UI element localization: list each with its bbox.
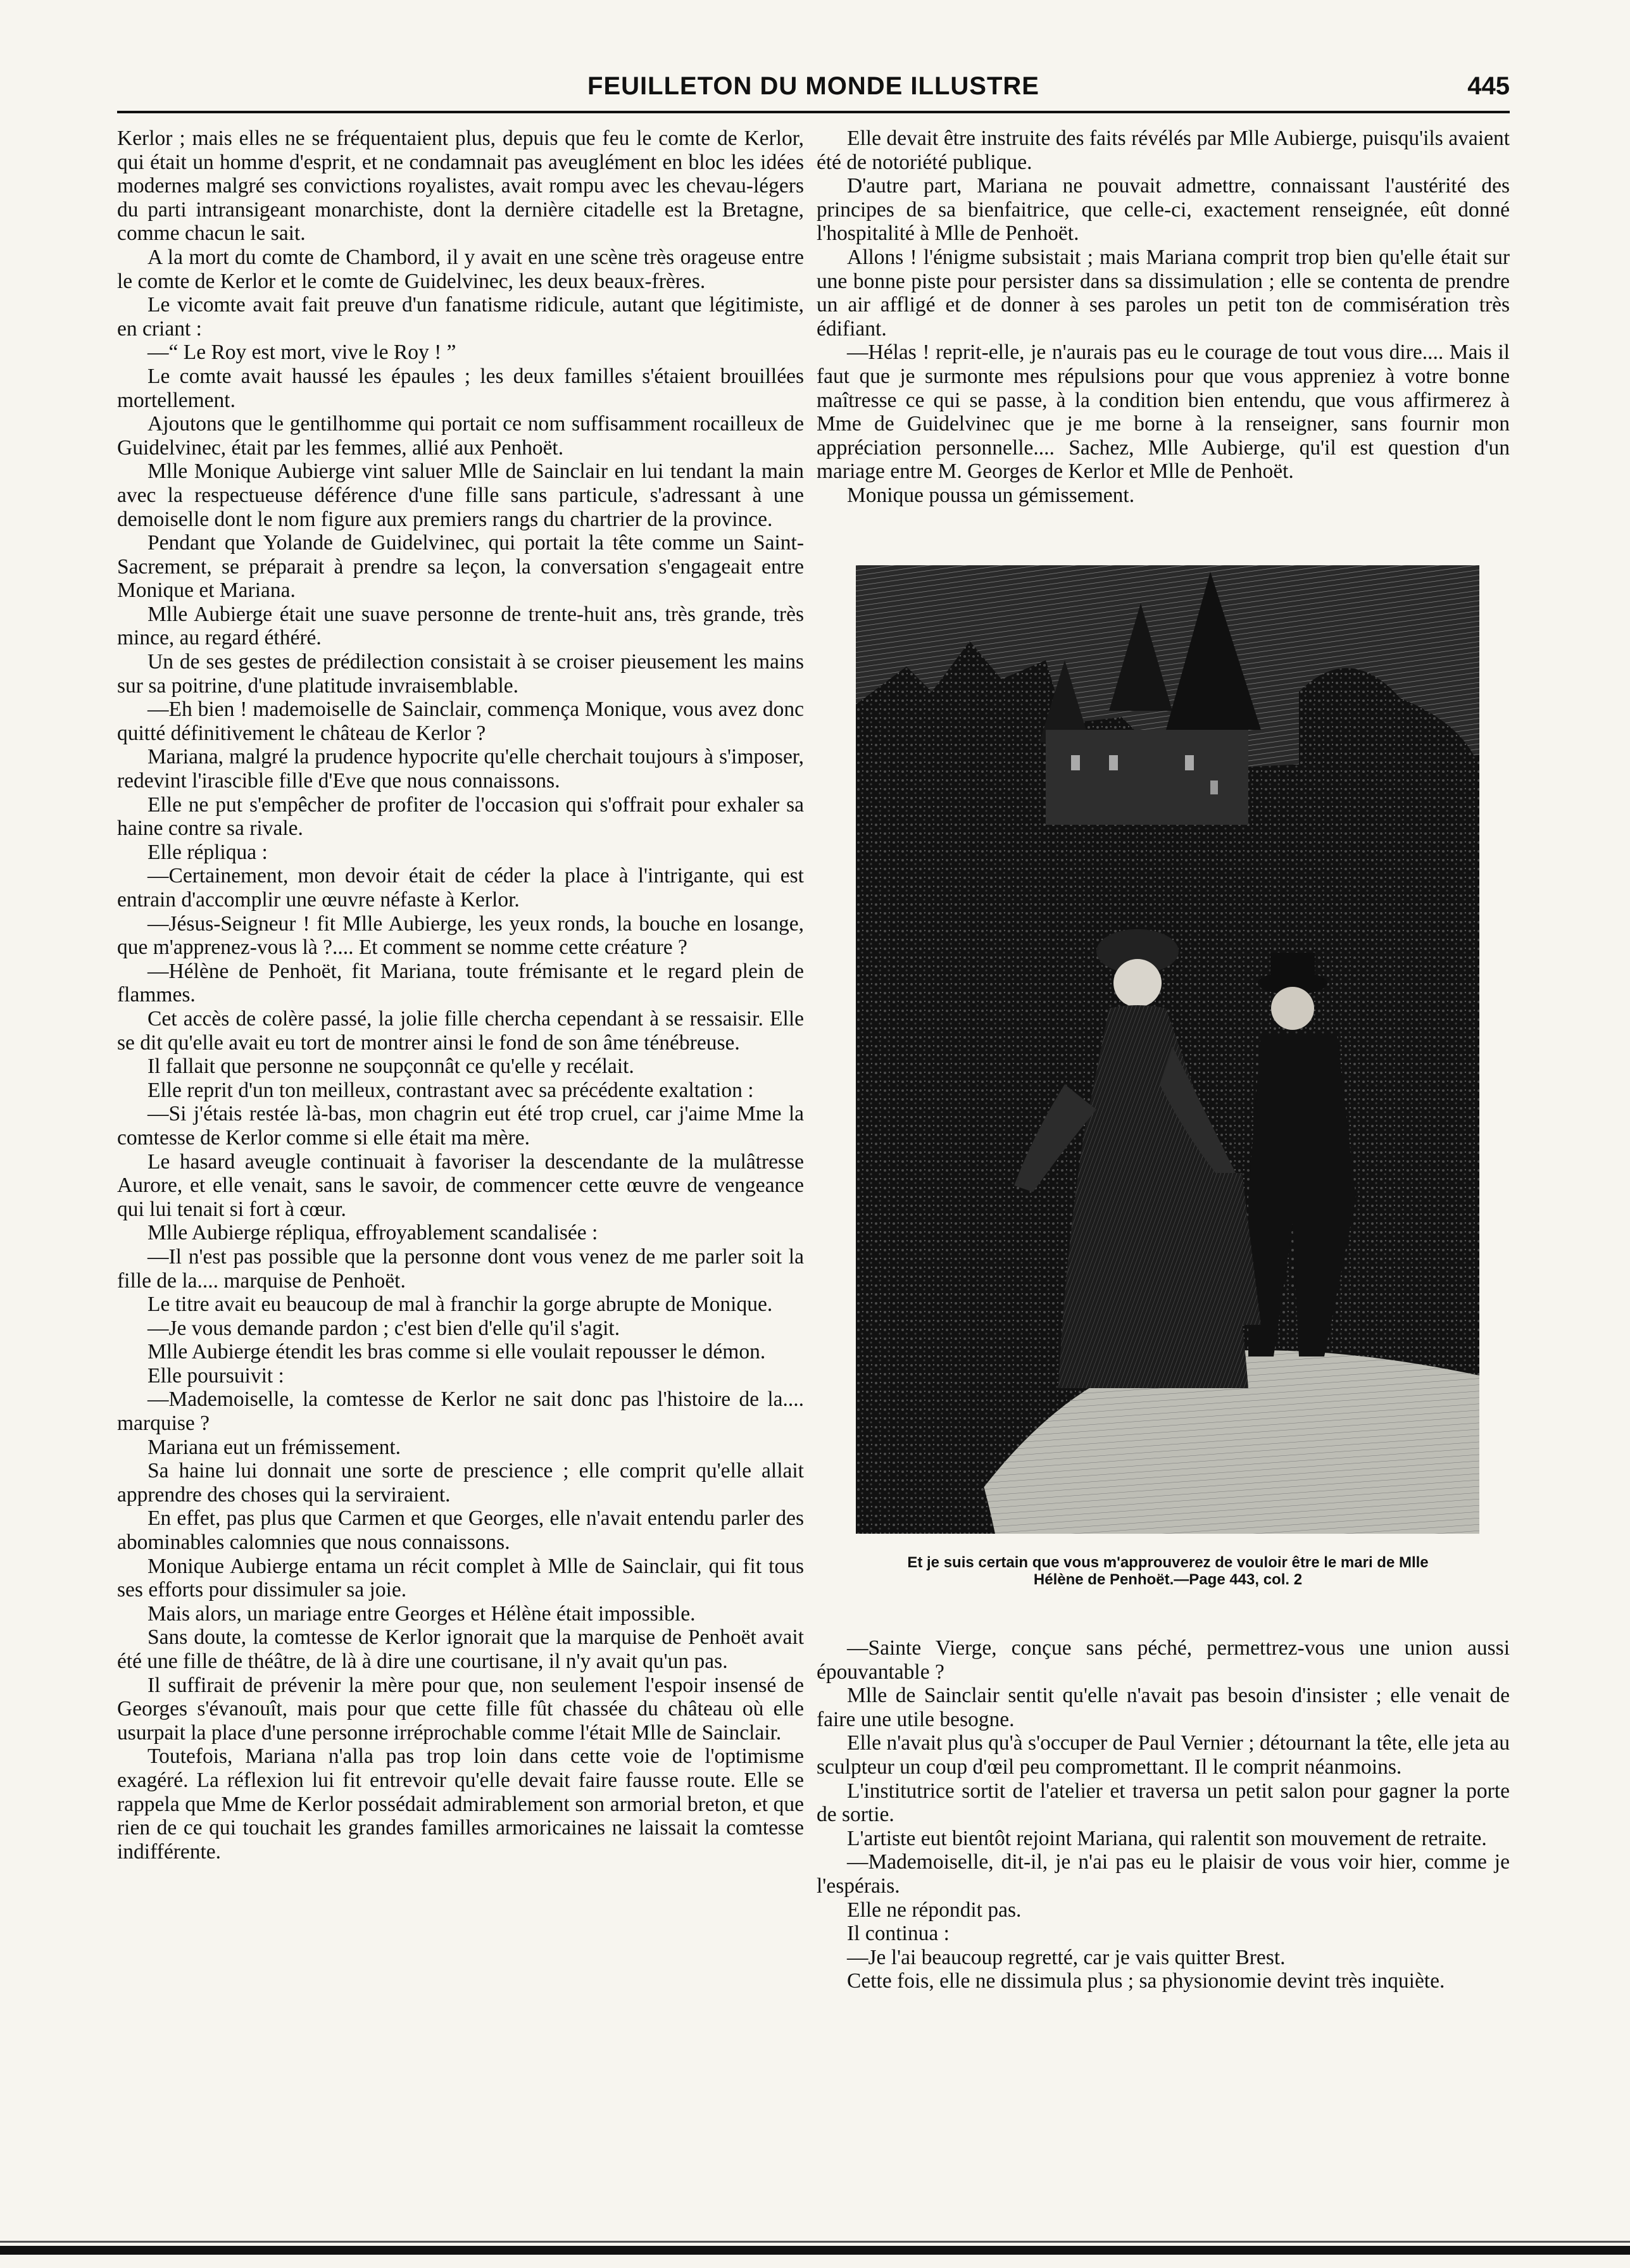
- paragraph: Elle devait être instruite des faits révélés par Mlle Aubierge, puisqu'ils avaient été de notoriété publique.: [817, 127, 1510, 174]
- paragraph: —Je vous demande pardon ; c'est bien d'elle qu'il s'agit.: [147, 1316, 620, 1340]
- paragraph: Mlle Aubierge était une suave personne de trente-huit ans, très grande, très mince, au regard éthéré.: [117, 602, 804, 650]
- paragraph: L'institutrice sortit de l'atelier et traversa un petit salon pour gagner la porte de sortie.: [817, 1779, 1510, 1827]
- paragraph: Il fallait que personne ne soupçonnât ce qu'elle y recélait.: [147, 1055, 634, 1079]
- paragraph: Mariana, malgré la prudence hypocrite qu'elle cherchait toujours à s'imposer, redevint l'irascible fille d'Eve que nous connaissons.: [117, 745, 804, 793]
- paragraph: Toutefois, Mariana n'alla pas trop loin dans cette voie de l'optimisme exagéré. La réflexion lui fit entrevoir qu'elle devait faire fausse route. Elle se rappela que Mme de Kerlor possédait admirablement son armorial breton, et que rien de ce qui touchait les grandes familles armoricaines ne laissait la comtesse indifférente.: [117, 1745, 804, 1864]
- paragraph: Le vicomte avait fait preuve d'un fanatisme ridicule, autant que légitimiste, en criant :: [117, 293, 804, 341]
- paragraph: Le comte avait haussé les épaules ; les deux familles s'étaient brouillées mortellement.: [117, 364, 804, 412]
- paragraph: Elle ne put s'empêcher de profiter de l'occasion qui s'offrait pour exhaler sa haine contre sa rivale.: [117, 793, 804, 841]
- paragraph: Sa haine lui donnait une sorte de prescience ; elle comprit qu'elle allait apprendre des choses qui la serviraient.: [117, 1459, 804, 1507]
- paragraph: —Mademoiselle, dit-il, je n'ai pas eu le plaisir de vous voir hier, comme je l'espérais.: [817, 1850, 1510, 1898]
- bottom-rule-thin: [0, 2241, 1630, 2243]
- paragraph: Il continua :: [847, 1922, 950, 1946]
- paragraph: Elle poursuivit :: [147, 1363, 284, 1388]
- paragraph: Elle répliqua :: [147, 840, 268, 864]
- paragraph: —Hélas ! reprit-elle, je n'aurais pas eu le courage de tout vous dire.... Mais il faut que je surmonte mes répulsions pour que vous appreniez à votre bonne maîtresse ce qui se passe, à la condition bien entendu, que vous affirmerez à Mme de Guidelvinec que je me borne à la renseigner, sans fournir mon appréciation personnelle.... Sachez, Mlle Aubierge, qu'il est question d'un mariage entre M. Georges de Kerlor et Mlle de Penhoët.: [817, 341, 1510, 484]
- right-column-bottom: [817, 1636, 1510, 2117]
- paragraph: —Jésus-Seigneur ! fit Mlle Aubierge, les yeux ronds, la bouche en losange, que m'apprenez-vous là ?.... Et comment se nomme cette créature ?: [117, 912, 804, 960]
- paragraph: —Mademoiselle, la comtesse de Kerlor ne sait donc pas l'histoire de la.... marquise ?: [117, 1388, 804, 1436]
- paragraph: —Sainte Vierge, conçue sans péché, permettrez-vous une union aussi épouvantable ?: [817, 1636, 1510, 1684]
- paragraph: —Je l'ai beaucoup regretté, car je vais quitter Brest.: [847, 1945, 1286, 1969]
- paragraph: Mlle Aubierge répliqua, effroyablement scandalisée :: [147, 1221, 598, 1245]
- paragraph: Il suffirait de prévenir la mère pour que, non seulement l'espoir insensé de Georges s'évanouît, mais pour que cette fille fût chassée du château où elle usurpait la place d'une personne irréprochable comme l'était Mlle de Sainclair.: [117, 1673, 804, 1745]
- paragraph: Allons ! l'énigme subsistait ; mais Mariana comprit trop bien qu'elle était sur une bonne piste pour persister dans sa dissimulation ; elle se contenta de prendre un air affligé et de donner à ses paroles un petit ton de commisération très édifiant.: [817, 245, 1510, 341]
- paragraph: En effet, pas plus que Carmen et que Georges, elle n'avait entendu parler des abominables calomnies que nous connaissons.: [117, 1507, 804, 1555]
- paragraph: Le titre avait eu beaucoup de mal à franchir la gorge abrupte de Monique.: [147, 1293, 773, 1317]
- page-header: [117, 68, 1510, 113]
- paragraph: —“ Le Roy est mort, vive le Roy ! ”: [147, 341, 456, 365]
- paragraph: D'autre part, Mariana ne pouvait admettre, connaissant l'austérité des principes de sa bienfaitrice, que celle-ci, exactement renseignée, eût donné l'hospitalité à Mlle de Penhoët.: [817, 174, 1510, 246]
- right-column-top: [817, 127, 1510, 532]
- paragraph: Cet accès de colère passé, la jolie fille chercha cependant à se ressaisir. Elle se dit qu'elle avait eu tort de montrer ainsi le fond de son âme ténébreuse.: [117, 1006, 804, 1055]
- illustration-caption: [842, 1554, 1494, 1588]
- page-number: 445: [1467, 72, 1510, 100]
- paragraph: Elle n'avait plus qu'à s'occuper de Paul Vernier ; détournant la tête, elle jeta au sculpteur un coup d'œil peu compromettant. Il le comprit néanmoins.: [817, 1731, 1510, 1779]
- caption-line: Hélène de Penhoët.—Page 443, col. 2: [1033, 1571, 1303, 1588]
- paragraph: Elle reprit d'un ton meilleux, contrastant avec sa précédente exaltation :: [147, 1078, 754, 1102]
- running-title: FEUILLETON DU MONDE ILLUSTRE: [587, 72, 1039, 100]
- left-column: [117, 127, 804, 2108]
- paragraph: —Hélène de Penhoët, fit Mariana, toute frémisante et le regard plein de flammes.: [117, 959, 804, 1007]
- engraving-illustration: [856, 565, 1479, 1534]
- paragraph: L'artiste eut bientôt rejoint Mariana, qui ralentit son mouvement de retraite.: [847, 1826, 1487, 1850]
- paragraph: Un de ses gestes de prédilection consistait à se croiser pieusement les mains sur sa poitrine, d'une platitude invraisemblable.: [117, 650, 804, 698]
- header-rule: [117, 111, 1510, 113]
- paragraph: A la mort du comte de Chambord, il y avait en une scène très orageuse entre le comte de Kerlor et le comte de Guidelvinec, les deux beaux-frères.: [117, 245, 804, 293]
- paragraph: Mais alors, un mariage entre Georges et Hélène était impossible.: [147, 1601, 696, 1626]
- paragraph: Kerlor ; mais elles ne se fréquentaient plus, depuis que feu le comte de Kerlor, qui était un homme d'esprit, et ne condamnait pas aveuglément en bloc les idées modernes malgré ses convictions royalistes, avait rompu avec les chevau-légers du parti intransigeant monarchiste, dont la dernière citadelle est la Bretagne, comme chacun le sait.: [117, 127, 804, 246]
- paragraph: —Eh bien ! mademoiselle de Sainclair, commença Monique, vous avez donc quitté définitivement le château de Kerlor ?: [117, 698, 804, 745]
- paragraph: Monique poussa un gémissement.: [847, 483, 1135, 507]
- caption-line: Et je suis certain que vous m'approuverez de vouloir être le mari de Mlle: [907, 1554, 1429, 1571]
- bottom-rule: [0, 2246, 1630, 2255]
- paragraph: Mariana eut un frémissement.: [147, 1435, 401, 1459]
- paragraph: Cette fois, elle ne dissimula plus ; sa physionomie devint très inquiète.: [847, 1969, 1445, 1993]
- paragraph: —Si j'étais restée là-bas, mon chagrin eut été trop cruel, car j'aime Mme la comtesse de Kerlor comme si elle était ma mère.: [117, 1102, 804, 1150]
- paragraph: Elle ne répondit pas.: [847, 1898, 1022, 1922]
- paragraph: Mlle Aubierge étendit les bras comme si elle voulait repousser le démon.: [147, 1340, 766, 1364]
- paragraph: Sans doute, la comtesse de Kerlor ignorait que la marquise de Penhoët avait été une fille de théâtre, de là à dire une courtisane, il n'y avait qu'un pas.: [117, 1626, 804, 1673]
- paragraph: Monique Aubierge entama un récit complet à Mlle de Sainclair, qui fit tous ses efforts pour dissimuler sa joie.: [117, 1554, 804, 1602]
- paragraph: Mlle Monique Aubierge vint saluer Mlle de Sainclair en lui tendant la main avec la respectueuse déférence d'une fille sans particule, s'adressant à une demoiselle dont le nom figure aux premiers rangs du chartrier de la province.: [117, 460, 804, 531]
- paragraph: —Certainement, mon devoir était de céder la place à l'intrigante, qui est entrain d'accomplir une œuvre néfaste à Kerlor.: [117, 864, 804, 912]
- paragraph: Pendant que Yolande de Guidelvinec, qui portait la tête comme un Saint-Sacrement, se préparait à prendre sa leçon, la conversation s'engageait entre Monique et Mariana.: [117, 531, 804, 603]
- paragraph: Le hasard aveugle continuait à favoriser la descendante de la mulâtresse Aurore, et elle venait, sans le savoir, de commencer cette œuvre de vengeance qui lui tenait si fort à cœur.: [117, 1150, 804, 1221]
- paragraph: Mlle de Sainclair sentit qu'elle n'avait pas besoin d'insister ; elle venait de faire une utile besogne.: [817, 1684, 1510, 1731]
- paragraph: —Il n'est pas possible que la personne dont vous venez de me parler soit la fille de la.... marquise de Penhoët.: [117, 1244, 804, 1293]
- paragraph: Ajoutons que le gentilhomme qui portait ce nom suffisamment rocailleux de Guidelvinec, était par les femmes, allié aux Penhoët.: [117, 412, 804, 460]
